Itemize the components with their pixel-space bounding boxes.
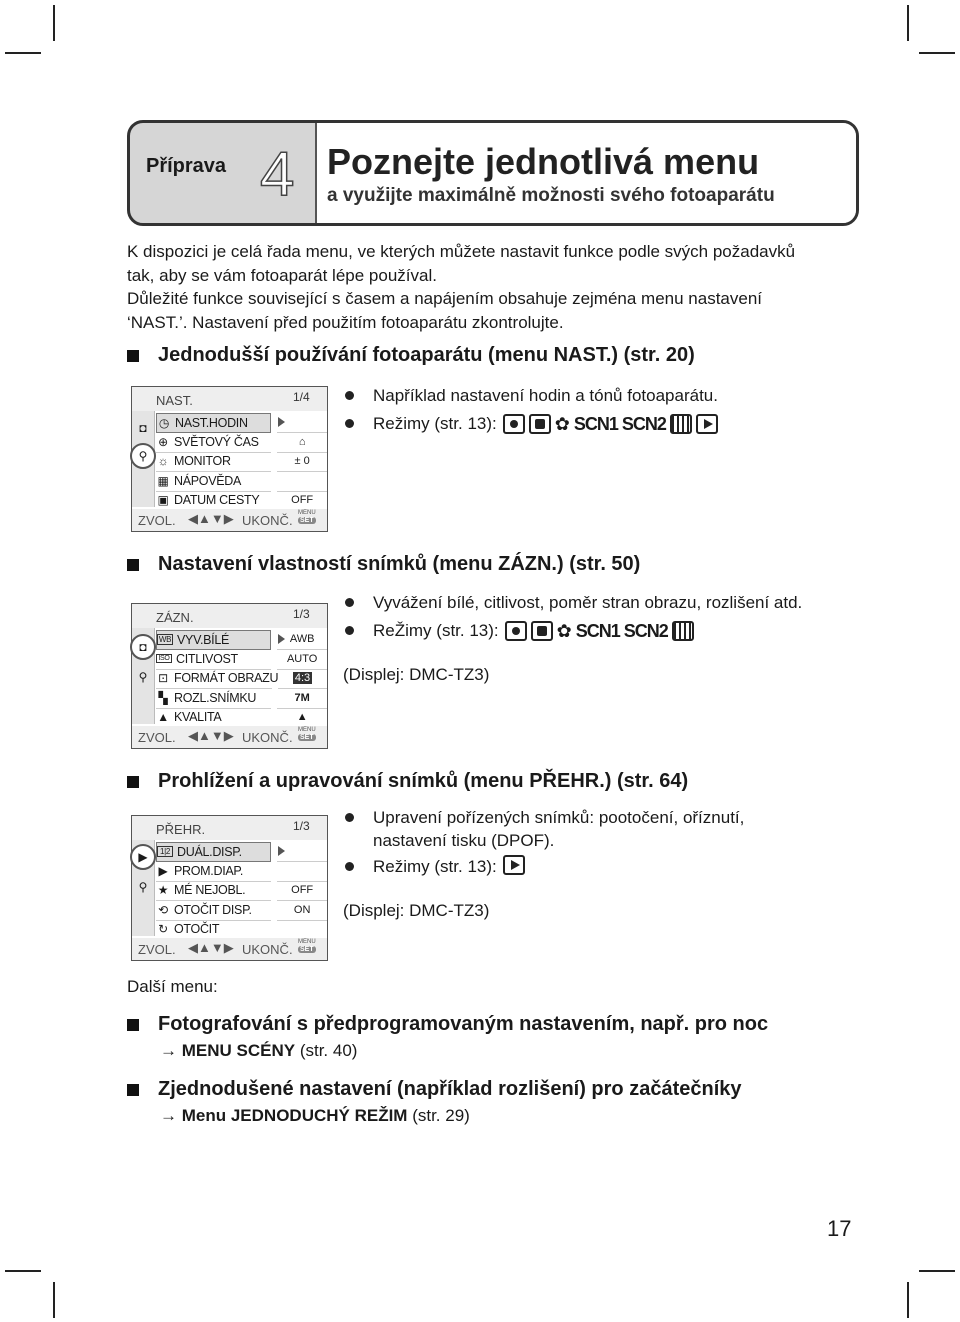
bullet-dot-icon [345, 598, 354, 607]
submenu-arrow-icon [278, 846, 285, 856]
intro-text [127, 240, 867, 334]
rotate-icon: ↻ [158, 922, 168, 937]
reference-page: (str. 29) [412, 1106, 470, 1125]
camera-screen-playback [131, 815, 328, 961]
row-label: PROM.DIAP. [174, 863, 244, 878]
select-label: ZVOL. [138, 942, 176, 957]
menu-row [156, 842, 327, 862]
reference-menu: Menu JEDNODUCHÝ REŽIM [181, 1106, 408, 1125]
screen-page: 1/4 [293, 390, 310, 404]
row-label: NÁPOVĚDA [174, 473, 242, 488]
menu-row [156, 920, 327, 940]
section-heading-text: Fotografování s předprogramovaným nastavením, např. pro noc [158, 1013, 769, 1035]
menu-row [156, 491, 327, 511]
intro-line: K dispozici je celá řada menu, ve kterých můžete nastavit funkce podle svých požadavků [127, 242, 796, 261]
movie-mode-icon [670, 414, 692, 434]
scn1-icon: SCN1 [575, 621, 620, 641]
globe-icon: ⊕ [158, 434, 168, 449]
section-bullets [343, 382, 718, 438]
bullet-text: Například nastavení hodin a tónů fotoaparátu. [373, 386, 718, 405]
camera-tab-icon: ◘ [139, 421, 147, 435]
menu-label: MENU [298, 727, 316, 733]
grid-icon: ▦ [157, 473, 169, 488]
reference-menu: MENU SCÉNY [181, 1041, 296, 1060]
camera-screen-rec [131, 603, 328, 749]
crop-mark [5, 1270, 41, 1272]
row-label: FORMÁT OBRAZU [174, 671, 279, 686]
exit-label: UKONČ. [242, 942, 293, 957]
row-label: NAST.HODIN [175, 415, 248, 430]
playback-mode-icon [696, 414, 718, 434]
set-label: SET [298, 946, 316, 953]
crop-mark [919, 52, 955, 54]
reference-line [160, 1041, 357, 1061]
intro-line: tak, aby se vám fotoaparát lépe používal. [127, 265, 437, 285]
screen-footer [132, 726, 327, 748]
suitcase-icon: ▣ [157, 493, 169, 508]
menu-row [156, 433, 327, 453]
arrow-icon: → [160, 1041, 182, 1060]
wrench-tab-icon: ⚲ [138, 880, 148, 894]
bullet-dot-icon [345, 862, 354, 871]
camera-mode-icon [505, 621, 527, 641]
square-bullet-icon [127, 350, 139, 362]
wrench-tab-icon: ⚲ [130, 443, 156, 469]
select-label: ZVOL. [138, 513, 176, 528]
section-bullets [343, 806, 744, 878]
menu-row [156, 881, 327, 901]
menu-row [156, 669, 327, 689]
bullet-dot-icon [345, 419, 354, 428]
macro-icon: ✿ [556, 621, 572, 641]
sun-icon: ☼ [157, 454, 169, 469]
movie-mode-icon [672, 621, 694, 641]
row-label: OTOČIT [174, 922, 220, 937]
wrench-tab-icon: ⚲ [138, 670, 148, 684]
bullet-item [343, 855, 744, 878]
screen-page: 1/3 [293, 607, 310, 621]
row-value: ▲ [277, 708, 327, 729]
chapter-header [127, 120, 859, 226]
row-value: OFF [277, 491, 327, 512]
menu-row [156, 650, 327, 670]
quality-icon: ▲ [157, 710, 169, 725]
screen-tabs [132, 411, 155, 507]
row-value: 7M [277, 688, 327, 709]
screen-tabs [132, 840, 155, 936]
row-value [277, 861, 327, 882]
row-value: ± 0 [277, 452, 327, 473]
navigation-arrows-icon: ◀▲▼▶ [188, 511, 234, 526]
bullet-item [343, 410, 718, 438]
menu-label: MENU [298, 510, 316, 516]
bullet-text: Vyvážení bílé, citlivost, poměr stran obrazu, rozlišení atd. [373, 593, 803, 612]
playback-mode-icon [503, 855, 525, 875]
section-heading-simple [127, 1078, 742, 1101]
bullet-text [373, 806, 744, 852]
screen-header [132, 387, 327, 411]
row-label: MÉ NEJOBL. [174, 883, 246, 898]
screen-title: ZÁZN. [156, 610, 194, 625]
navigation-arrows-icon: ◀▲▼▶ [188, 940, 234, 955]
bullet-text: Režimy (str. 13): [373, 857, 497, 876]
row-label: MONITOR [174, 454, 231, 469]
display-note: (Displej: DMC-TZ3) [343, 901, 490, 920]
set-label: SET [298, 517, 316, 524]
menu-label: MENU [298, 939, 316, 945]
row-label: DUÁL.DISP. [177, 844, 242, 859]
scn1-icon: SCN1 [573, 414, 618, 434]
row-label: KVALITA [174, 710, 222, 725]
menu-row [156, 472, 327, 492]
display-note: (Displej: DMC-TZ3) [343, 665, 490, 684]
bullet-text: Režimy (str. 13): [373, 414, 497, 433]
row-value: ON [277, 900, 327, 921]
scn2-icon: SCN2 [621, 414, 666, 434]
page-number: 17 [827, 1216, 852, 1241]
bullet-text: ReŽimy (str. 13): [373, 621, 499, 640]
simple-mode-icon [531, 621, 553, 641]
row-label: DATUM CESTY [174, 493, 260, 508]
slideshow-icon: ▶ [158, 863, 168, 878]
resolution-icon: ▚ [158, 690, 168, 705]
crop-mark [53, 1282, 55, 1318]
camera-tab-icon: ◘ [130, 634, 156, 660]
screen-page: 1/3 [293, 819, 310, 833]
submenu-arrow-icon [278, 417, 285, 427]
screen-header [132, 604, 327, 628]
intro-line: Důležité funkce související s časem a napájením obsahuje zejména menu nastavení [127, 289, 763, 308]
section-heading-text: Zjednodušené nastavení (například rozlišení) pro začátečníky [158, 1078, 742, 1100]
crop-mark [53, 5, 55, 41]
row-label: CITLIVOST [176, 651, 238, 666]
macro-icon: ✿ [554, 414, 570, 434]
crop-mark [5, 52, 41, 54]
section-heading-playback [127, 770, 688, 793]
rotate-display-icon: ⟲ [158, 902, 168, 917]
section-bullets [343, 589, 802, 645]
crop-mark [919, 1270, 955, 1272]
menu-row [156, 901, 327, 921]
crop-mark [907, 1282, 909, 1318]
row-value: AWB [277, 630, 327, 651]
row-value: OFF [277, 881, 327, 902]
set-label: SET [298, 734, 316, 741]
row-value: ⌂ [277, 432, 327, 453]
menu-set-icon [298, 510, 316, 524]
row-label: VYV.BÍLÉ [177, 632, 230, 647]
play-tab-icon: ▶ [130, 844, 156, 870]
aspect-value: 4:3 [294, 672, 311, 685]
exit-label: UKONČ. [242, 730, 293, 745]
chapter-label: Příprava [146, 155, 227, 177]
dual-display-icon: 1|2 [157, 846, 173, 857]
chapter-number: 4 [260, 140, 295, 209]
menu-row [156, 452, 327, 472]
star-icon: ★ [157, 883, 169, 898]
row-value [277, 920, 327, 941]
wb-icon: WB [158, 635, 172, 645]
navigation-arrows-icon: ◀▲▼▶ [188, 728, 234, 743]
bullet-dot-icon [345, 626, 354, 635]
bullet-item [343, 382, 718, 410]
menu-set-icon [298, 939, 316, 953]
camera-screen-setup [131, 386, 328, 532]
mode-icons [505, 617, 694, 645]
screen-footer [132, 509, 327, 531]
camera-mode-icon [503, 414, 525, 434]
arrow-icon: → [160, 1106, 182, 1125]
row-label: OTOČIT DISP. [174, 902, 252, 917]
screen-footer [132, 938, 327, 960]
submenu-arrow-icon [278, 634, 285, 644]
bullet-line: Upravení pořízených snímků: pootočení, oříznutí, [373, 808, 745, 827]
row-value [277, 471, 327, 492]
square-bullet-icon [127, 1019, 139, 1031]
row-label: SVĚTOVÝ ČAS [174, 434, 259, 449]
square-bullet-icon [127, 1084, 139, 1096]
intro-line: ‘NAST.’. Nastavení před použitím fotoaparátu zkontrolujte. [127, 312, 564, 332]
reference-page: (str. 40) [299, 1041, 358, 1060]
simple-mode-icon [529, 414, 551, 434]
screen-title: PŘEHR. [156, 822, 206, 837]
crop-mark [907, 5, 909, 41]
scn2-icon: SCN2 [623, 621, 668, 641]
screen-tabs [132, 628, 155, 724]
menu-row [156, 862, 327, 882]
square-bullet-icon [127, 776, 139, 788]
screen-header [132, 816, 327, 840]
select-label: ZVOL. [138, 730, 176, 745]
bullet-item [343, 589, 802, 617]
row-label: ROZL.SNÍMKU [174, 690, 257, 705]
section-heading-text: Nastavení vlastností snímků (menu ZÁZN.) (str. 50) [158, 553, 641, 575]
bullet-dot-icon [345, 391, 354, 400]
menu-row [156, 630, 327, 650]
bullet-item [343, 806, 744, 852]
section-heading-text: Prohlížení a upravování snímků (menu PŘEHR.) (str. 64) [158, 770, 689, 792]
iso-icon: ISO [156, 654, 172, 663]
reference-line [160, 1106, 470, 1126]
page-subtitle: a využijte maximálně možnosti svého fotoaparátu [327, 185, 775, 206]
bullet-item [343, 617, 802, 645]
section-heading-rec [127, 553, 640, 576]
menu-row [156, 689, 327, 709]
bullet-line: nastavení tisku (DPOF). [373, 831, 555, 850]
clock-icon: ◷ [158, 415, 170, 430]
row-value [278, 669, 327, 690]
screen-title: NAST. [156, 393, 193, 408]
row-value: AUTO [277, 649, 327, 670]
exit-label: UKONČ. [242, 513, 293, 528]
menu-row [156, 708, 327, 728]
header-title-area [315, 123, 856, 223]
section-heading-scene [127, 1013, 768, 1036]
section-heading-setup [127, 344, 695, 367]
aspect-icon: ⊡ [158, 671, 168, 686]
other-menus-label: Další menu: [127, 977, 218, 996]
mode-icons [503, 855, 525, 875]
mode-icons [503, 410, 718, 438]
menu-row [156, 413, 327, 433]
menu-set-icon [298, 727, 316, 741]
section-heading-text: Jednodušší používání fotoaparátu (menu NAST.) (str. 20) [158, 344, 695, 366]
page-title: Poznejte jednotlivá menu [327, 141, 760, 182]
bullet-dot-icon [345, 813, 354, 822]
square-bullet-icon [127, 559, 139, 571]
